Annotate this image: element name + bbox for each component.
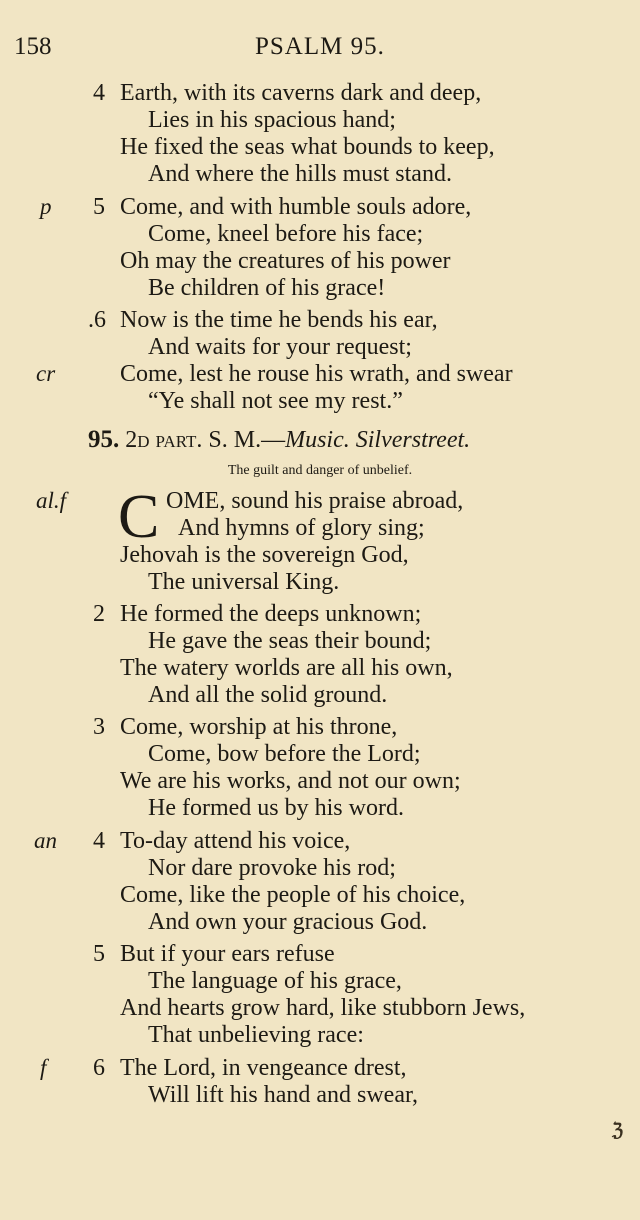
verse-line: The universal King. <box>148 569 340 595</box>
stanza-number: 5 <box>93 941 105 967</box>
verse-line: He formed us by his word. <box>148 795 404 821</box>
verse-line: Lies in his spacious hand; <box>148 107 396 133</box>
stanza-number: 5 <box>93 194 105 220</box>
verse-line: And own your gracious God. <box>148 909 428 935</box>
stanza-number: 4 <box>93 80 105 106</box>
verse-line: He fixed the seas what bounds to keep, <box>120 134 495 160</box>
stanza-number: 2 <box>93 601 105 627</box>
dynamic-mark: al.f <box>36 488 67 513</box>
verse-line: Come, bow before the Lord; <box>148 741 421 767</box>
verse-line: And all the solid ground. <box>148 682 388 708</box>
verse-line: The language of his grace, <box>148 968 402 994</box>
verse-line: Nor dare provoke his rod; <box>148 855 396 881</box>
dynamic-mark: p <box>40 194 52 219</box>
verse-line: Come, lest he rouse his wrath, and swear <box>120 361 513 387</box>
verse-line: Come, worship at his throne, <box>120 714 398 740</box>
ink-blot: ℨ <box>612 1120 624 1140</box>
verse-line: Come, like the people of his choice, <box>120 882 466 908</box>
verse-line: Will lift his hand and swear, <box>148 1082 419 1108</box>
stanza-number: 6 <box>93 1055 105 1081</box>
verse-line: Come, and with humble souls adore, <box>120 194 472 220</box>
page-number: 158 <box>14 33 52 60</box>
verse-line: But if your ears refuse <box>120 941 335 967</box>
verse-line: And where the hills must stand. <box>148 161 452 187</box>
verse-line: That unbelieving race: <box>148 1022 364 1048</box>
dynamic-mark: cr <box>36 361 56 386</box>
stanza-number: 4 <box>93 828 105 854</box>
verse-line: “Ye shall not see my rest.” <box>148 388 403 414</box>
stanza-number: 3 <box>93 714 105 740</box>
verse-line: The watery worlds are all his own, <box>120 655 453 681</box>
stanza-number: .6 <box>88 307 106 333</box>
verse-line: To-day attend his voice, <box>120 828 351 854</box>
verse-line: Come, kneel before his face; <box>148 221 424 247</box>
verse-line: Oh may the creatures of his power <box>120 248 451 274</box>
verse-line: And hymns of glory sing; <box>178 515 425 541</box>
verse-line: Jehovah is the sovereign God, <box>120 542 409 568</box>
verse-line: The Lord, in vengeance drest, <box>120 1055 407 1081</box>
verse-line: Be children of his grace! <box>148 275 386 301</box>
verse-line: He gave the seas their bound; <box>148 628 432 654</box>
verse-line: And hearts grow hard, like stubborn Jews, <box>120 995 526 1021</box>
dynamic-mark: an <box>34 828 57 853</box>
verse-line: OME, sound his praise abroad, <box>166 488 464 514</box>
verse-line: Now is the time he bends his ear, <box>120 307 438 333</box>
hymn-number: 95. <box>88 426 120 453</box>
hymn-subtitle: The guilt and danger of unbelief. <box>227 463 413 478</box>
verse-line: Earth, with its caverns dark and deep, <box>120 80 482 106</box>
drop-cap: C <box>118 483 160 551</box>
verse-line: We are his works, and not our own; <box>120 768 461 794</box>
verse-line: And waits for your request; <box>148 334 412 360</box>
hymn-tune: Music. Silverstreet. <box>285 427 471 453</box>
hymn-heading <box>88 426 470 454</box>
verse-line: He formed the deeps unknown; <box>120 601 422 627</box>
hymn-meter: S. M.— <box>208 427 286 453</box>
dynamic-mark: f <box>40 1055 47 1080</box>
page-title: PSALM 95. <box>255 33 385 60</box>
hymn-part: 2d part. <box>125 427 203 453</box>
